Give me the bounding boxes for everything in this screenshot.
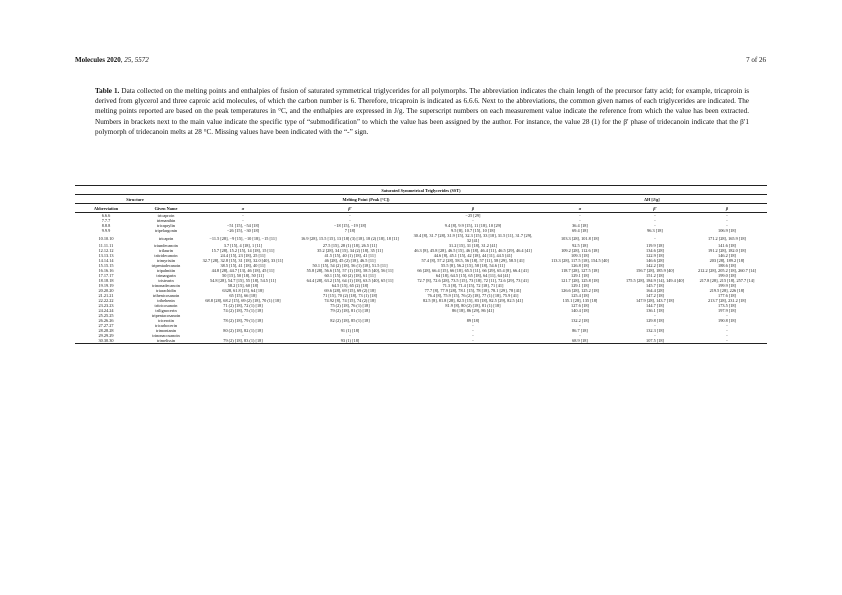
cell-mp-alpha: -	[242, 323, 244, 328]
cell-given-name: trimyristin	[156, 258, 176, 263]
cell-mp-alpha: 50 [15], 50 [18], 50 [11]	[222, 273, 264, 278]
cell-dh-alpha: 113.3 [28], 117.5 [18], 154.5 [40]	[551, 258, 609, 263]
cell-dh-beta: 188.6 [18]	[718, 263, 736, 268]
cell-dh-alpha: 109.2 [28], 112.6 [18]	[561, 248, 599, 253]
cell-abbreviation: 11.11.11	[98, 243, 114, 248]
caption-label: Table 1.	[95, 87, 120, 95]
cell-dh-beta-prime: -	[654, 313, 656, 318]
cell-given-name: tristearin	[158, 278, 174, 283]
cell-mp-alpha: 54.8 [28], 54.7 [15], 55 [18], 54.5 [11]	[209, 278, 277, 283]
cell-dh-beta-prime: -	[654, 333, 656, 338]
cell-abbreviation: 9.9.9	[101, 228, 111, 233]
cell-dh-beta: 191.2 [28], 182.0 [18]	[708, 248, 746, 253]
table-row	[75, 233, 767, 243]
cell-abbreviation: 30.30.30	[75, 338, 137, 344]
cell-dh-beta: -	[726, 323, 728, 328]
cell-given-name: tripelargonin	[154, 228, 178, 233]
cell-mp-beta-prime: 69.6 [28], 69 [15], 69 (2) [18]	[324, 288, 376, 293]
column-header-dh-beta-prime: β′	[623, 204, 687, 213]
cell-dh-alpha: 103.3 [28], 101.8 [18]	[561, 235, 599, 241]
cell-abbreviation: 16.16.16	[98, 268, 114, 273]
cell-mp-alpha: 68.8 [28], 68.2 [15], 69 (2) [18], 70 (1) [18]	[205, 298, 281, 303]
cell-abbreviation: 21.21.21	[98, 293, 114, 298]
cell-mp-alpha: -	[242, 213, 244, 218]
cell-mp-alpha: 74 (2) [18], 75 (1) [18]	[223, 308, 263, 313]
cell-dh-beta-prime: 147.2 [18]	[646, 293, 664, 298]
cell-dh-alpha: -	[579, 218, 581, 223]
cell-abbreviation: 23.23.23	[98, 303, 114, 308]
cell-mp-alpha: 78 (2) [18], 79 (1) [18]	[223, 318, 263, 323]
cell-given-name: trilignocerin	[155, 308, 177, 313]
cell-mp-alpha: 65 [15], 66 [18]	[229, 293, 257, 298]
cell-dh-alpha: -	[579, 323, 581, 328]
cell-dh-alpha: 126.8 [18]	[571, 263, 589, 268]
table-title: Saturated Symmetrical Triglycerides (SST)	[75, 186, 767, 195]
cell-dh-beta: -	[687, 338, 767, 344]
cell-dh-beta: 141.6 [18]	[718, 243, 736, 248]
cell-dh-alpha: 132.2 [18]	[571, 318, 589, 323]
cell-dh-beta: 199.9 [18]	[718, 283, 736, 288]
cell-dh-alpha: 126.6 [28], 125.2 [18]	[561, 288, 599, 293]
cell-mp-alpha: 38.5 [15], 41 [18], 40 [11]	[220, 263, 266, 268]
page-number: 7 of 26	[746, 56, 766, 64]
cell-dh-beta-prime: 132.3 [18]	[646, 328, 664, 333]
cell-given-name: trinonacosanoin	[152, 333, 180, 338]
cell-dh-alpha: 109.3 [18]	[571, 253, 589, 258]
cell-mp-beta: 82.5 [8], 81.8 [28], 82.5 [15], 83 [18], 82.5 [29], 82.5 [41]	[423, 298, 523, 303]
cell-abbreviation: 22.22.22	[98, 298, 114, 303]
cell-mp-beta: 9.4 [8], 9.9 [15], 11 [18], 10 [29]	[444, 223, 502, 228]
cell-given-name: trilaurin	[159, 248, 173, 253]
journal-year: 2020	[106, 56, 121, 64]
cell-dh-beta-prime: 122.9 [18]	[646, 253, 664, 258]
cell-dh-beta-prime: 119.9 [18]	[646, 243, 664, 248]
cell-mp-alpha: 32.7 [28], 32.8 [15], 31 [18], 32.0 [40], 33 [11]	[202, 258, 284, 263]
cell-mp-beta-prime: 27.5 [15], 28 (1) [18], 26.5 [11]	[322, 243, 378, 248]
cell-mp-beta-prime: -	[349, 313, 351, 318]
cell-dh-alpha: -	[579, 213, 581, 218]
cell-dh-alpha: 36.4 [18]	[572, 223, 588, 228]
table-row	[75, 338, 767, 344]
cell-dh-beta-prime: 96.3 [18]	[647, 228, 663, 233]
cell-dh-beta: -	[726, 328, 728, 333]
cell-dh-beta: 203 [28], 189.2 [18]	[709, 258, 745, 263]
cell-given-name: trimontanin	[155, 328, 177, 333]
cell-dh-beta-prime: 156.7 [28], 185.9 [40]	[636, 268, 674, 273]
cell-abbreviation: 7.7.7	[101, 218, 111, 223]
cell-mp-beta-prime: -	[349, 213, 351, 218]
cell-given-name: trinonadecanoin	[152, 283, 180, 288]
cell-mp-beta: 55.5 [8], 56.2 [15], 58 [18], 54.6 [11]	[441, 263, 505, 268]
cell-mp-alpha: -	[242, 218, 244, 223]
cell-mp-alpha: -	[242, 313, 244, 318]
cell-abbreviation: 20.20.20	[98, 288, 114, 293]
cell-abbreviation: 26.26.26	[98, 318, 114, 323]
cell-abbreviation: 12.12.12	[98, 248, 114, 253]
cell-dh-beta-prime: 164.4 [28]	[646, 288, 664, 293]
cell-dh-beta: 212.2 [28], 205.2 [18], 260.7 [14]	[698, 268, 756, 273]
cell-dh-beta: -	[726, 223, 728, 228]
cell-mp-beta: 89 [18]	[466, 318, 480, 323]
cell-given-name: tricaprin	[158, 235, 174, 241]
cell-dh-alpha: 125.4 [18]	[571, 293, 589, 298]
group-header-melting-point: Melting Point (Peak [°C])	[195, 195, 537, 204]
cell-dh-beta: -	[726, 333, 728, 338]
cell-given-name: tricarbocerin	[155, 323, 177, 328]
group-header-enthalpy: ΔH [J/g]	[537, 195, 767, 204]
cell-mp-beta-prime: -	[349, 218, 351, 223]
cell-mp-beta-prime: 82 (2) [18], 85 (1) [18]	[330, 318, 370, 323]
cell-dh-beta-prime: 142.2 [18]	[646, 263, 664, 268]
cell-dh-beta: 197.9 [18]	[718, 308, 736, 313]
cell-dh-beta: -	[726, 218, 728, 223]
cell-dh-alpha: -	[579, 333, 581, 338]
cell-mp-beta: −25 [29]	[465, 213, 481, 218]
cell-mp-beta: 76.4 [8], 75.9 [15], 76 (2) [18], 77 (1) [18], 75.9 [41]	[427, 293, 519, 298]
cell-dh-beta: 199.0 [18]	[718, 273, 736, 278]
cell-mp-beta-prime: 41.5 [15], 40 (1) [18], 41 [11]	[324, 253, 376, 258]
cell-mp-beta: -	[472, 323, 474, 328]
cell-mp-beta: 72.7 [8], 72.6 [28], 73.5 [15], 73 [18], 72 [11], 72.6 [29], 73 [41]	[417, 278, 529, 283]
cell-given-name: trienanthin	[156, 218, 176, 223]
cell-abbreviation: 8.8.8	[101, 223, 111, 228]
cell-abbreviation: 14.14.14	[98, 258, 114, 263]
cell-mp-beta-prime: 75 (2) [18], 76 (1) [18]	[330, 303, 370, 308]
cell-mp-beta: -	[472, 218, 474, 223]
cell-given-name: tricaprylin	[157, 223, 175, 228]
cell-abbreviation: 13.13.13	[98, 253, 114, 258]
journal-name: Molecules	[75, 56, 105, 64]
cell-mp-beta-prime: 64.5 [15], 65 (2) [18]	[331, 283, 369, 288]
table-body	[75, 213, 767, 344]
cell-given-name: trimelissin	[137, 338, 195, 344]
cell-dh-alpha: 69.4 [18]	[572, 228, 588, 233]
cell-dh-alpha: 129.1 [18]	[571, 273, 589, 278]
cell-given-name: tripentadecanoin	[151, 263, 181, 268]
cell-mp-alpha: 44.8 [28], 44.7 [13], 46 [18], 45 [11]	[211, 268, 275, 273]
cell-abbreviation: 18.18.18	[98, 278, 114, 283]
cell-dh-alpha: 127.6 [18]	[571, 303, 589, 308]
cell-mp-beta: -	[472, 328, 474, 333]
cell-given-name: tricaproin	[157, 213, 175, 218]
cell-mp-beta-prime: 64.4 [28], 63.2 [15], 64 (1) [18], 63.5 [40], 65 [11]	[306, 278, 394, 283]
cell-given-name: tritridecanoin	[154, 253, 178, 258]
cell-abbreviation: 27.27.27	[98, 323, 114, 328]
cell-mp-beta-prime: 46 [28], 45 (2) [18], 46.5 [11]	[324, 258, 376, 263]
cell-mp-beta: 71.3 [8], 71.4 [15], 72 [18], 71 [41]	[442, 283, 504, 288]
cell-dh-beta-prime: -	[654, 218, 656, 223]
cell-abbreviation: 17.17.17	[98, 273, 114, 278]
cell-abbreviation: 15.15.15	[98, 263, 114, 268]
journal-volume: , 25, 5572	[120, 56, 149, 64]
cell-dh-alpha: 140.4 [18]	[571, 308, 589, 313]
cell-dh-beta-prime: 144.7 [18]	[646, 303, 664, 308]
cell-mp-beta-prime: 50.1 [15], 54 (2) [18], 56 (1) [18], 51.5 [11]	[312, 263, 388, 268]
cell-mp-beta: -	[409, 338, 537, 344]
cell-mp-alpha: 58.2 [15], 60 [18]	[227, 283, 259, 288]
cell-mp-alpha: 3.7 [15], 4 [18], 1 [11]	[223, 243, 263, 248]
cell-given-name: tricerotin	[158, 318, 174, 323]
cell-dh-alpha: 129.1 [18]	[571, 283, 589, 288]
cell-given-name: tripalmitin	[156, 268, 176, 273]
cell-mp-beta-prime: 55.8 [28], 56.6 [15], 57 (1) [18], 58.5 [40], 56 [11]	[306, 268, 394, 273]
triglyceride-table	[75, 185, 767, 344]
cell-mp-alpha: −51 [15], −54 [18]	[226, 223, 260, 228]
cell-dh-beta: 219.5 [28], 226 [18]	[709, 288, 745, 293]
cell-mp-beta-prime: -	[349, 323, 351, 328]
column-header-mp-alpha: α	[195, 204, 291, 213]
column-header-dh-beta: β	[687, 204, 767, 213]
cell-given-name: tritricosanoin	[154, 303, 178, 308]
cell-abbreviation: 25.25.25	[98, 313, 114, 318]
cell-mp-beta-prime: 16.9 [28], 15.5 [15], 13 [18] (3) [18], 18 (2) [18], 18 [11]	[301, 235, 399, 241]
cell-dh-beta: 173.5 [18]	[718, 303, 736, 308]
cell-dh-alpha: 92.5 [18]	[572, 243, 588, 248]
cell-dh-beta-prime: 145.7 [18]	[646, 283, 664, 288]
cell-dh-alpha: 121.7 [28], 125.8 [18]	[561, 278, 599, 283]
cell-mp-beta: 44.6 [8], 45.1 [15], 42 [18], 44 [11], 44.5 [41]	[433, 253, 513, 258]
cell-dh-beta: 171.2 [28], 165.9 [18]	[708, 235, 746, 241]
cell-mp-beta-prime: 93 (1) [18]	[291, 338, 409, 344]
cell-mp-beta-prime: 60.1 [15], 60 (2) [18], 61 [11]	[324, 273, 376, 278]
cell-mp-beta-prime: 79 (2) [18], 81 (1) [18]	[330, 308, 370, 313]
cell-mp-alpha: -	[242, 333, 244, 338]
cell-dh-beta: 177.6 [18]	[718, 293, 736, 298]
cell-mp-beta: 66 [28], 66.4 [15], 66 [18], 65.5 [11], 66 [29], 65.4 [8], 66.4 [41]	[417, 268, 529, 273]
cell-dh-beta: 190.8 [18]	[718, 318, 736, 323]
cell-mp-alpha: 71 (2) [18], 72 (1) [18]	[223, 303, 263, 308]
cell-dh-beta: 213.7 [28], 231.2 [18]	[708, 298, 746, 303]
cell-dh-alpha: 135.1 [28], 135 [18]	[562, 298, 598, 303]
cell-mp-beta: -	[472, 333, 474, 338]
cell-dh-alpha: 68.9 [18]	[537, 338, 623, 344]
caption-text: Data collected on the melting points and enthalpies of fusion of saturated symmetrical triglycerides for all polymorphs. The abbreviation indicates the chain length of the precursor fatty acid; for example, tricaproin is derived from glycerol and three caproic acid molecules, of which the carbon number is 6. Therefore, tricaproin is indicated as 6.6.6. Next to the abbreviations, the common given names of each triglycerides are indicated. The melting points reported are based on the peak temperatures in °C, and the enthalpies are expressed in J/g. The superscript numbers on each measurement value indicate the reference from which the value has been extracted. Numbers in brackets next to the main value indicate the specific type of “submodification” to which the value has been assigned by the author. For instance, the value 28 (1) for the β′ phase of tridecanoin indicate that the β′1 polymorph of tridecanoin melts at 28 °C. Missing values have been indicated with the “-” sign.	[95, 87, 749, 136]
cell-dh-beta-prime: -	[654, 223, 656, 228]
cell-given-name: triundecanoin	[154, 243, 178, 248]
cell-dh-beta-prime: 151.2 [18]	[646, 273, 664, 278]
cell-mp-beta: 30.4 [8], 31.7 [28], 31.9 [15], 32.3 [15], 33 [18], 31.5 [11], 31.7 [29], 32 [41]	[413, 233, 533, 243]
cell-dh-beta: 146.2 [18]	[718, 253, 736, 258]
cell-dh-beta-prime: 107.5 [18]	[623, 338, 687, 344]
cell-dh-beta: 217.8 [28], 215 [18], 257.7 [14]	[699, 278, 755, 283]
cell-mp-beta-prime: 91 (1) [18]	[340, 328, 360, 333]
column-header-given-name: Given Name	[137, 204, 195, 213]
cell-mp-beta-prime: −18 [15], −19 [18]	[333, 223, 367, 228]
cell-mp-alpha: 15.7 [28], 15.2 [15], 14 [18], 15 [11]	[211, 248, 275, 253]
cell-mp-beta: 57.4 [8], 57.2 [28], 58.5, 56 [18], 57 [11], 58 [29], 58.5 [41]	[421, 258, 525, 263]
column-header-abbreviation: Abbreviation	[75, 204, 137, 213]
cell-dh-beta-prime: -	[654, 235, 656, 241]
cell-mp-beta-prime: 74.92 [8], 74 [15], 74 (2) [18]	[324, 298, 376, 303]
cell-mp-beta-prime: 35.2 [28], 34 [15], 34 (2) [18], 35 [11]	[317, 248, 383, 253]
cell-dh-beta-prime: 175.5 [28], 184.9 [14], 149.4 [40]	[626, 278, 684, 283]
cell-mp-alpha: 79 (2) [18], 83 (1) [18]	[195, 338, 291, 344]
cell-given-name: trimargarin	[156, 273, 176, 278]
cell-dh-beta-prime: 147.9 [28], 143.7 [18]	[636, 298, 674, 303]
cell-dh-beta-prime: -	[654, 213, 656, 218]
cell-dh-alpha: 118.7 [28], 127.5 [18]	[561, 268, 599, 273]
cell-dh-beta: 106.9 [18]	[718, 228, 736, 233]
cell-dh-beta: -	[726, 213, 728, 218]
cell-given-name: trihenicosanoin	[152, 293, 180, 298]
cell-mp-beta: 81.9 [8], 80 (2) [18], 81 (1) [18]	[445, 303, 501, 308]
cell-mp-beta-prime: 7 [18]	[344, 228, 356, 233]
cell-dh-alpha: 86.7 [18]	[572, 328, 588, 333]
cell-mp-beta: 46.3 [8], 45.8 [28], 46.5 [15], 46 [18], 46.4 [11], 46.5 [29], 46.4 [41]	[414, 248, 532, 253]
cell-abbreviation: 28.28.28	[98, 328, 114, 333]
cell-mp-beta-prime: 71 [15], 70 (2) [18], 73 (1) [18]	[322, 293, 378, 298]
cell-given-name: tribehenin	[157, 298, 175, 303]
cell-dh-beta-prime: 134.6 [28]	[646, 248, 664, 253]
cell-abbreviation: 24.24.24	[98, 308, 114, 313]
cell-abbreviation: 29.29.29	[98, 333, 114, 338]
cell-abbreviation: 6.6.6	[101, 213, 111, 218]
cell-mp-beta: 77.7 [8], 77.9 [28], 78.1 [15], 78 [18], 78.1 [29], 78 [41]	[424, 288, 522, 293]
cell-mp-alpha: 6328, 61.8 [15], 64 [18]	[222, 288, 264, 293]
column-header-dh-alpha: α	[537, 204, 623, 213]
cell-given-name: tripentacosanoin	[151, 313, 181, 318]
group-header-structure: Structure	[75, 195, 195, 204]
cell-mp-alpha: −26 [15], −30 [18]	[226, 228, 260, 233]
cell-abbreviation: 19.19.19	[98, 283, 114, 288]
cell-dh-beta-prime: 136.1 [18]	[646, 308, 664, 313]
cell-mp-beta: -	[472, 313, 474, 318]
cell-mp-beta: 9.5 [8], 10.7 [15], 10 [18]	[450, 228, 496, 233]
cell-dh-beta-prime: 146.6 [28]	[646, 258, 664, 263]
cell-mp-alpha: 24.4 [15], 23 [18], 25 [11]	[220, 253, 266, 258]
cell-dh-alpha: -	[579, 313, 581, 318]
cell-given-name: triarachidin	[156, 288, 176, 293]
journal-citation	[75, 56, 149, 64]
column-header-mp-beta-prime: β′	[291, 204, 409, 213]
cell-mp-alpha: −11.5 [28], −9 [15], −10 [18], −15 [11]	[209, 235, 277, 241]
cell-mp-alpha: 80 (2) [18], 82 (1) [18]	[223, 328, 263, 333]
cell-dh-beta-prime: 129.8 [18]	[646, 318, 664, 323]
cell-dh-beta-prime: -	[654, 323, 656, 328]
table-caption	[95, 86, 749, 137]
cell-abbreviation: 10.10.10	[98, 235, 114, 241]
cell-mp-beta: 64 [18], 64.5 [15], 65 [18], 64 [11], 64 [41]	[435, 273, 511, 278]
cell-mp-beta: 31.2 [15], 31 [18], 31.2 [41]	[448, 243, 498, 248]
cell-mp-beta-prime: -	[349, 333, 351, 338]
cell-dh-beta: -	[726, 313, 728, 318]
cell-mp-beta: 86 [18], 86 [29], 86 [41]	[452, 308, 494, 313]
column-header-mp-beta: β	[409, 204, 537, 213]
